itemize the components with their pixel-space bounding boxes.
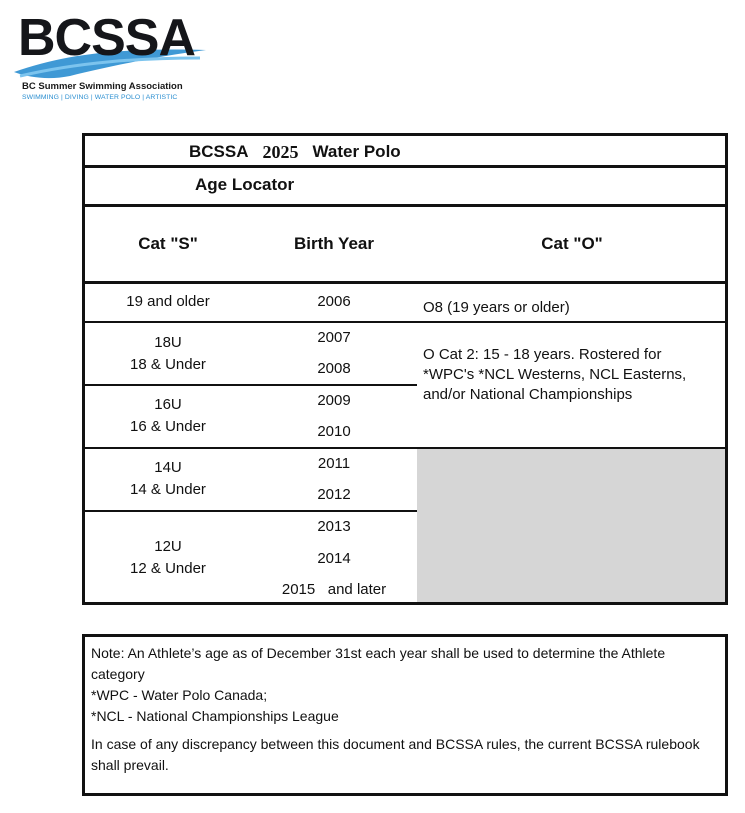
cat-s-18u	[85, 326, 251, 382]
note-box	[82, 634, 728, 796]
rule-row-14	[85, 510, 417, 512]
rule-row-19	[85, 321, 725, 323]
cat-s-18u-code: 18U	[154, 334, 182, 352]
birth-year-2012: 2012	[317, 486, 351, 504]
note-ncl: *NCL - National Championships League	[91, 708, 339, 724]
birth-year-2006: 2006	[317, 293, 351, 311]
birth-year-2014: 2014	[317, 550, 351, 568]
cat-o-cat2: O Cat 2: 15 - 18 years. Rostered for *WPC's *NCL Westerns, NCL Easterns, and/or National Championships	[423, 346, 687, 403]
col-header-birth-year: Birth Year	[293, 233, 374, 253]
cat-s-14u-code: 14U	[154, 459, 182, 477]
empty-cat-o-area	[417, 449, 725, 602]
cat-s-12u	[85, 514, 251, 602]
page-title	[189, 141, 401, 163]
birth-year-2010: 2010	[317, 423, 351, 441]
cat-s-12u-label: 12 & Under	[130, 560, 206, 577]
cat-s-16u-label: 16 & Under	[130, 418, 206, 435]
cat-s-18u-label: 18 & Under	[130, 356, 206, 373]
col-header-cat-o: Cat "O"	[541, 233, 603, 253]
cat-s-14u-label: 14 & Under	[130, 481, 206, 498]
logo-org-name: BC Summer Swimming Association	[22, 81, 183, 92]
logo-wordmark: BCSSA	[18, 9, 196, 67]
birth-year-2011: 2011	[317, 455, 351, 473]
title-org: BCSSA	[189, 141, 249, 161]
cat-s-16u	[85, 388, 251, 444]
title-year: 2025	[262, 141, 299, 162]
cat-s-19-older: 19 and older	[126, 293, 210, 311]
cat-s-16u-code: 16U	[154, 396, 182, 414]
cat-s-12u-code: 12U	[154, 538, 182, 556]
birth-year-2007: 2007	[317, 329, 351, 347]
rule-columns	[85, 281, 725, 284]
rule-title	[85, 165, 725, 168]
birth-year-2008: 2008	[317, 360, 351, 378]
title-sport: Water Polo	[312, 141, 401, 161]
col-header-cat-s: Cat "S"	[138, 233, 198, 253]
note-age-rule: Note: An Athlete’s age as of December 31st each year shall be used to determine the Athlete category	[91, 645, 666, 682]
note-discrepancy: In case of any discrepancy between this document and BCSSA rules, the current BCSSA rulebook shall prevail.	[91, 736, 700, 773]
bcssa-logo	[10, 8, 220, 108]
cat-o-o8: O8 (19 years or older)	[423, 299, 570, 316]
page-subtitle: Age Locator	[195, 174, 295, 194]
logo-disciplines: SWIMMING | DIVING | WATER POLO | ARTISTIC	[22, 94, 178, 101]
birth-year-2009: 2009	[317, 392, 351, 410]
birth-year-2013: 2013	[317, 518, 351, 536]
note-wpc: *WPC - Water Polo Canada;	[91, 687, 268, 703]
birth-year-2015-later: 2015 and later	[281, 581, 387, 599]
age-locator-table	[82, 133, 728, 605]
cat-s-14u	[85, 451, 251, 507]
rule-row-18	[85, 384, 417, 386]
